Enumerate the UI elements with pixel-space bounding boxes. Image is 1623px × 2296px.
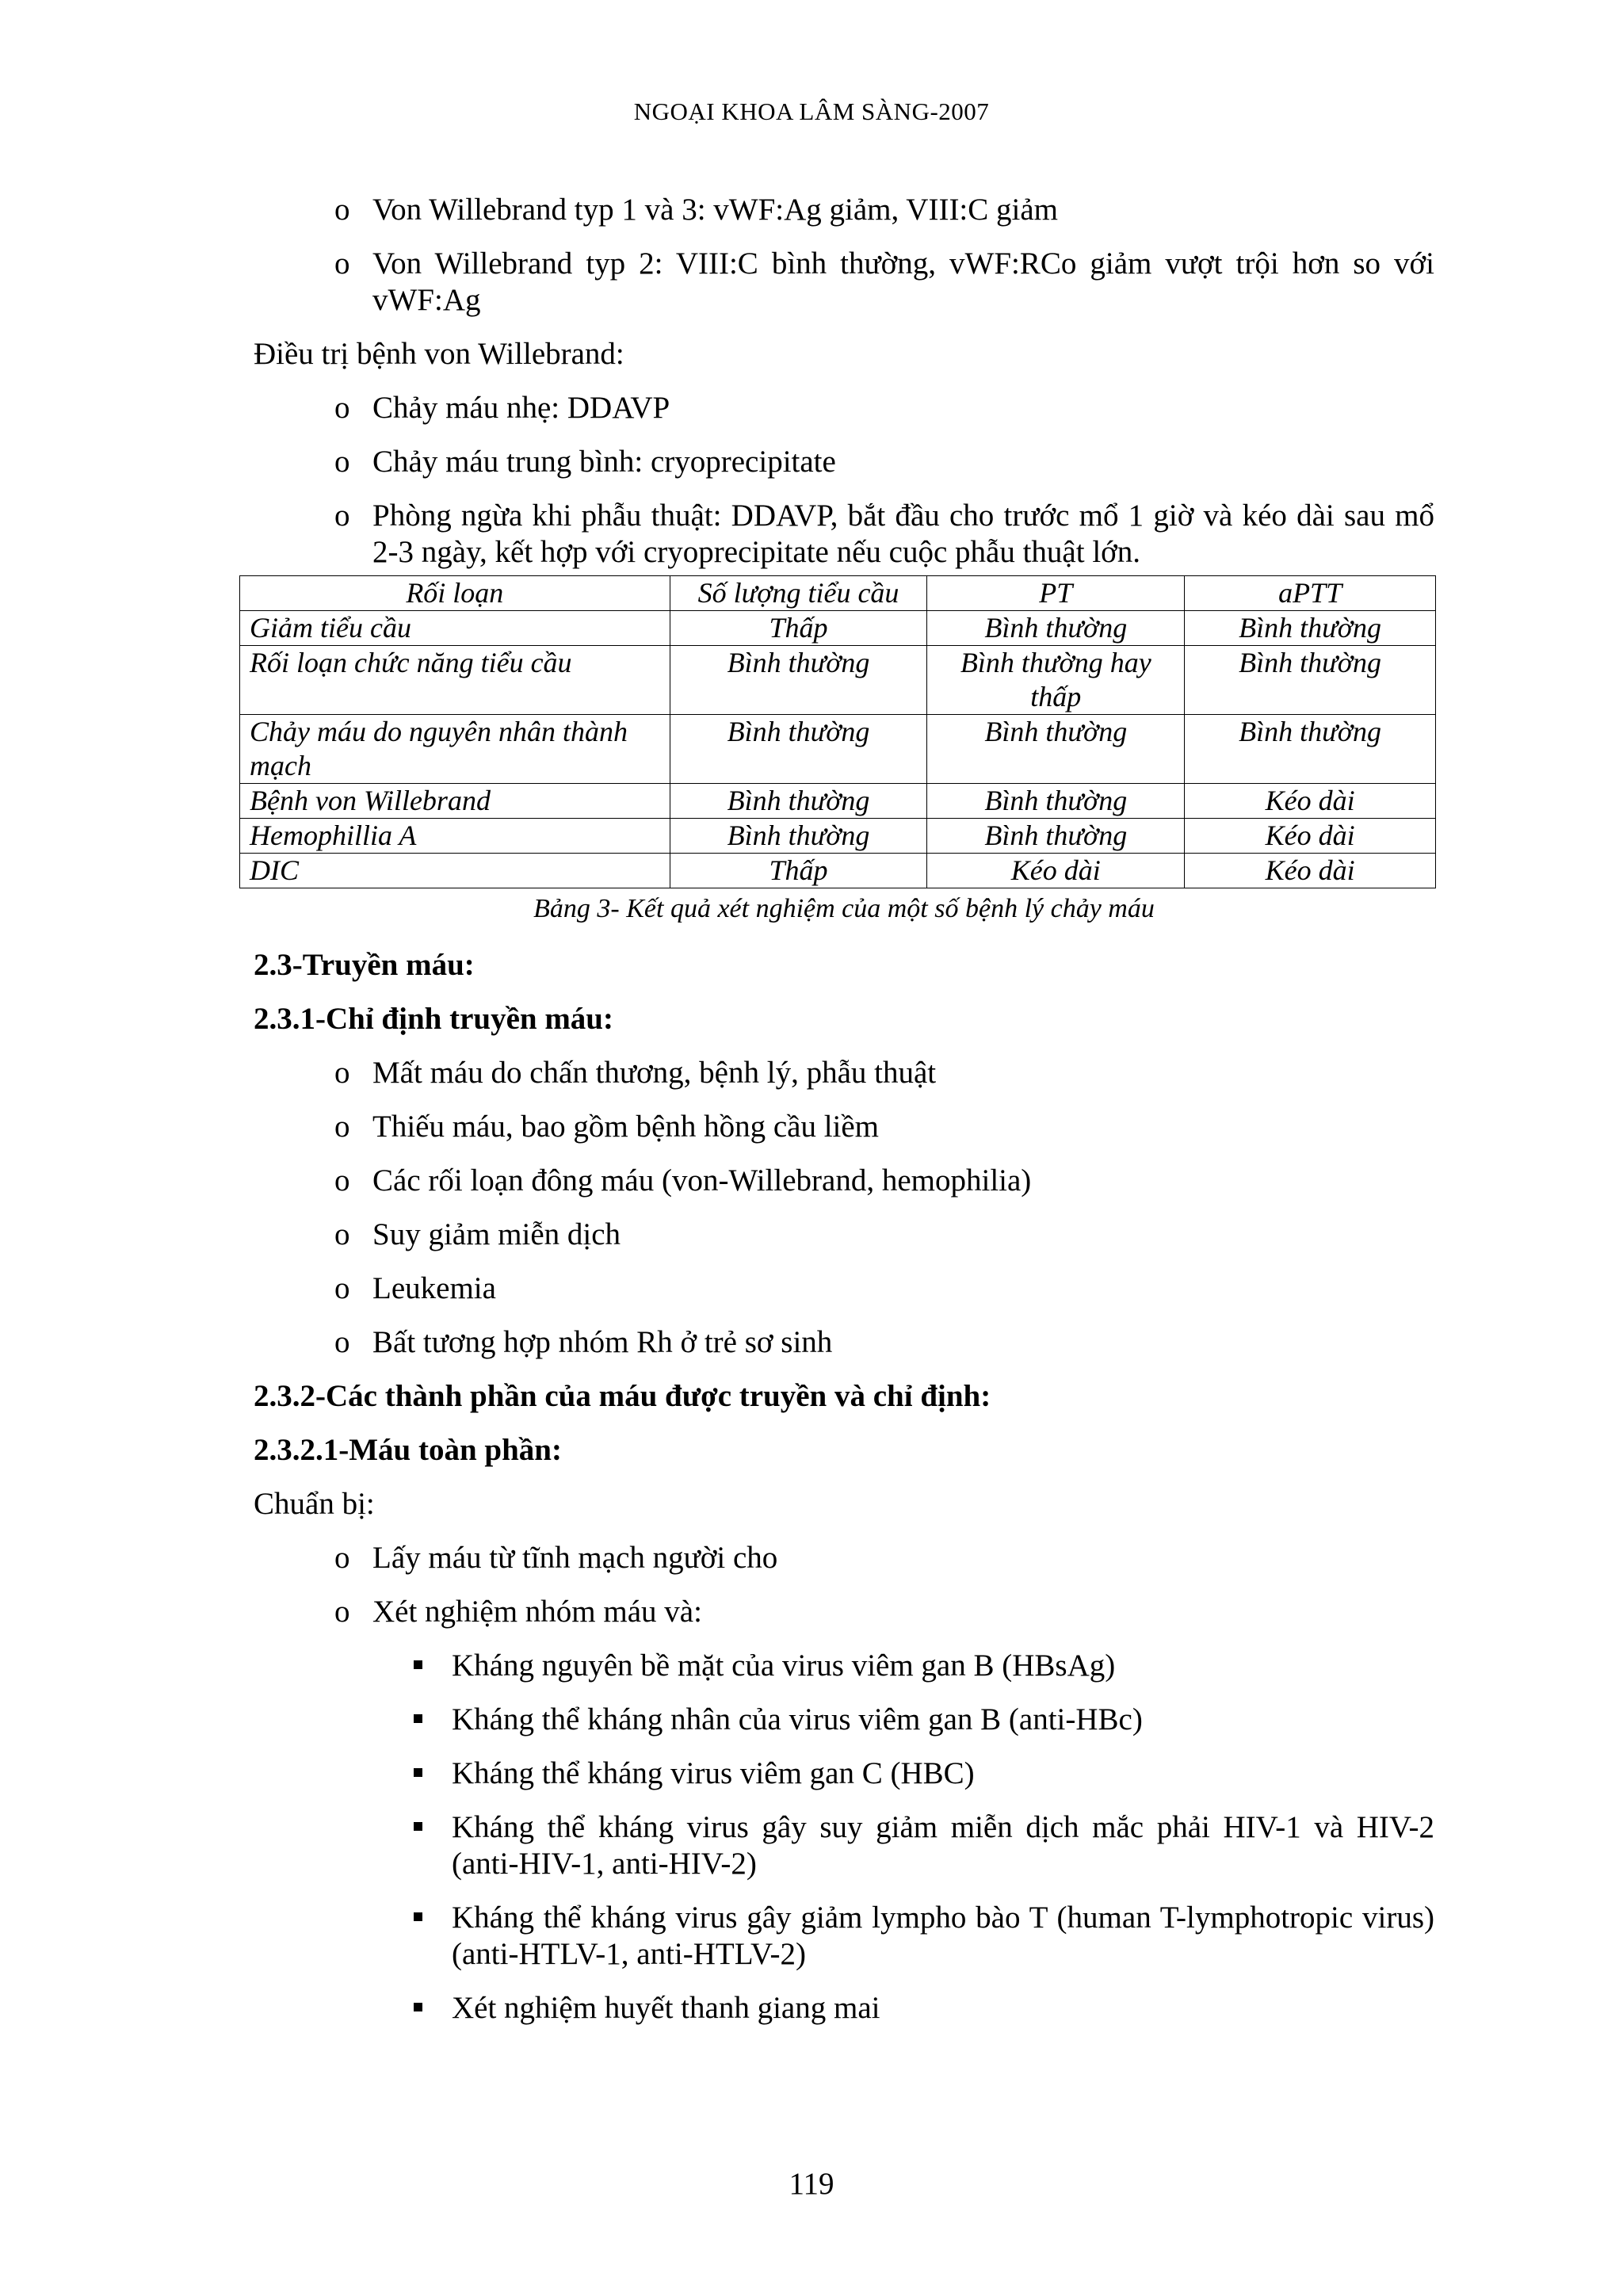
- circle-bullet-icon: o: [334, 391, 350, 425]
- square-bullet-icon: [414, 1912, 422, 1921]
- table-cell: Kéo dài: [927, 854, 1185, 888]
- bullet-text: Bất tương hợp nhóm Rh ở trẻ sơ sinh: [372, 1325, 833, 1359]
- bullet-item: [254, 498, 1434, 571]
- table-row: [240, 854, 1436, 888]
- circle-bullet-icon: o: [334, 1056, 350, 1090]
- table-cell: Thấp: [670, 854, 927, 888]
- prep-label: Chuẩn bị:: [254, 1487, 375, 1521]
- circle-bullet-icon: o: [334, 246, 350, 281]
- table-cell: Kéo dài: [1185, 819, 1436, 854]
- section-heading: 2.3.1-Chỉ định truyền máu:: [254, 1002, 613, 1036]
- bullet-text: Von Willebrand typ 1 và 3: vWF:Ag giảm, VIII:C giảm: [372, 193, 1059, 227]
- table-cell: Thấp: [670, 611, 927, 646]
- circle-bullet-icon: o: [334, 499, 350, 533]
- table-cell: DIC: [240, 854, 670, 888]
- sub-bullet-text: Kháng thể kháng nhân của virus viêm gan B (anti-HBc): [452, 1702, 1143, 1736]
- table-header-cell: aPTT: [1185, 576, 1436, 611]
- bullet-text: Phòng ngừa khi phẫu thuật: DDAVP, bắt đầu cho trước mổ 1 giờ và kéo dài sau mổ 2-3 ngày, kết hợp với cryoprecipitate nếu cuộc phẫu thuật lớn.: [372, 499, 1434, 569]
- circle-bullet-icon: o: [334, 1325, 350, 1359]
- running-header: NGOẠI KHOA LÂM SÀNG-2007: [633, 97, 990, 125]
- table-cell: Kéo dài: [1185, 784, 1436, 819]
- page-number: 119: [789, 2167, 834, 2201]
- sub-bullet-item: [254, 1648, 1434, 1684]
- table-row: [240, 611, 1436, 646]
- table-cell: Bình thường: [927, 819, 1185, 854]
- circle-bullet-icon: o: [334, 1217, 350, 1251]
- table-header-row: [240, 576, 1436, 611]
- table-cell: Bình thường: [670, 819, 927, 854]
- bullet-text: Suy giảm miễn dịch: [372, 1217, 621, 1251]
- circle-bullet-icon: o: [334, 1163, 350, 1198]
- circle-bullet-icon: o: [334, 1595, 350, 1629]
- section-heading: 2.3-Truyền máu:: [254, 948, 475, 982]
- table-row: [240, 646, 1436, 715]
- table-cell: Bình thường: [927, 611, 1185, 646]
- bullet-item: [254, 192, 1434, 228]
- table-row: [240, 784, 1436, 819]
- section-heading: 2.3.2.1-Máu toàn phần:: [254, 1433, 562, 1467]
- bullet-item: [254, 246, 1434, 319]
- bullet-item: [254, 444, 1434, 480]
- square-bullet-icon: [414, 1660, 422, 1669]
- table-header-cell: Rối loạn: [240, 576, 670, 611]
- square-bullet-icon: [414, 1714, 422, 1723]
- table-cell: Bình thường: [927, 784, 1185, 819]
- bullet-item: [254, 1109, 1434, 1145]
- circle-bullet-icon: o: [334, 1541, 350, 1575]
- square-bullet-icon: [414, 1768, 422, 1777]
- page-content: [250, 192, 1434, 2044]
- table-cell: Bình thường: [670, 646, 927, 715]
- sub-bullet-text: Kháng thể kháng virus gây giảm lympho bào T (human T-lymphotropic virus) (anti-HTLV-1, anti-HTLV-2): [452, 1901, 1434, 1971]
- bullet-text: Von Willebrand typ 2: VIII:C bình thường, vWF:RCo giảm vượt trội hơn so với vWF:Ag: [372, 246, 1434, 317]
- table-cell: Bình thường: [1185, 611, 1436, 646]
- sub-bullet-item: [254, 1809, 1434, 1882]
- bullet-text: Chảy máu nhẹ: DDAVP: [372, 391, 670, 425]
- table-cell: Bình thường: [1185, 715, 1436, 784]
- sub-bullet-item: [254, 1990, 1434, 2027]
- table-header-cell: Số lượng tiểu cầu: [670, 576, 927, 611]
- table-cell: Hemophillia A: [240, 819, 670, 854]
- square-bullet-icon: [414, 2003, 422, 2011]
- bullet-item: [254, 1594, 1434, 1630]
- treatment-heading: Điều trị bệnh von Willebrand:: [254, 337, 624, 371]
- table-row: [240, 715, 1436, 784]
- sub-bullet-text: Xét nghiệm huyết thanh giang mai: [452, 1991, 880, 2025]
- bullet-item: [254, 1540, 1434, 1576]
- bullet-item: [254, 390, 1434, 426]
- bullet-text: Mất máu do chấn thương, bệnh lý, phẫu thuật: [372, 1056, 937, 1090]
- table-cell: Bình thường: [1185, 646, 1436, 715]
- table-cell: Bệnh von Willebrand: [240, 784, 670, 819]
- sub-bullet-text: Kháng nguyên bề mặt của virus viêm gan B (HBsAg): [452, 1648, 1116, 1683]
- bullet-text: Lấy máu từ tĩnh mạch người cho: [372, 1541, 778, 1575]
- square-bullet-icon: [414, 1822, 422, 1831]
- table-caption: Bảng 3- Kết quả xét nghiệm của một số bệnh lý chảy máu: [533, 894, 1155, 923]
- circle-bullet-icon: o: [334, 1110, 350, 1144]
- bleeding-disorders-table: [239, 575, 1436, 888]
- sub-bullet-item: [254, 1755, 1434, 1792]
- table-cell: Kéo dài: [1185, 854, 1436, 888]
- bullet-item: [254, 1324, 1434, 1361]
- circle-bullet-icon: o: [334, 1271, 350, 1305]
- sub-bullet-item: [254, 1702, 1434, 1738]
- bullet-text: Xét nghiệm nhóm máu và:: [372, 1595, 702, 1629]
- table-cell: Rối loạn chức năng tiểu cầu: [240, 646, 670, 715]
- table-cell: Bình thường: [670, 784, 927, 819]
- table-cell: Bình thường hay thấp: [927, 646, 1185, 715]
- table-cell: Giảm tiểu cầu: [240, 611, 670, 646]
- circle-bullet-icon: o: [334, 445, 350, 479]
- circle-bullet-icon: o: [334, 193, 350, 227]
- section-heading: 2.3.2-Các thành phần của máu được truyền và chỉ định:: [254, 1379, 991, 1413]
- table-row: [240, 819, 1436, 854]
- table-header-cell: PT: [927, 576, 1185, 611]
- table-cell: Bình thường: [670, 715, 927, 784]
- table-cell: Bình thường: [927, 715, 1185, 784]
- bullet-item: [254, 1055, 1434, 1091]
- bullet-text: Chảy máu trung bình: cryoprecipitate: [372, 445, 836, 479]
- bullet-item: [254, 1270, 1434, 1307]
- table-cell: Chảy máu do nguyên nhân thành mạch: [240, 715, 670, 784]
- bullet-item: [254, 1163, 1434, 1199]
- bullet-item: [254, 1217, 1434, 1253]
- sub-bullet-text: Kháng thể kháng virus gây suy giảm miễn dịch mắc phải HIV-1 và HIV-2 (anti-HIV-1, anti-HIV-2): [452, 1810, 1434, 1881]
- sub-bullet-text: Kháng thể kháng virus viêm gan C (HBC): [452, 1756, 975, 1790]
- sub-bullet-item: [254, 1900, 1434, 1973]
- bullet-text: Thiếu máu, bao gồm bệnh hồng cầu liềm: [372, 1110, 880, 1144]
- bullet-text: Các rối loạn đông máu (von-Willebrand, hemophilia): [372, 1163, 1032, 1198]
- bullet-text: Leukemia: [372, 1271, 496, 1305]
